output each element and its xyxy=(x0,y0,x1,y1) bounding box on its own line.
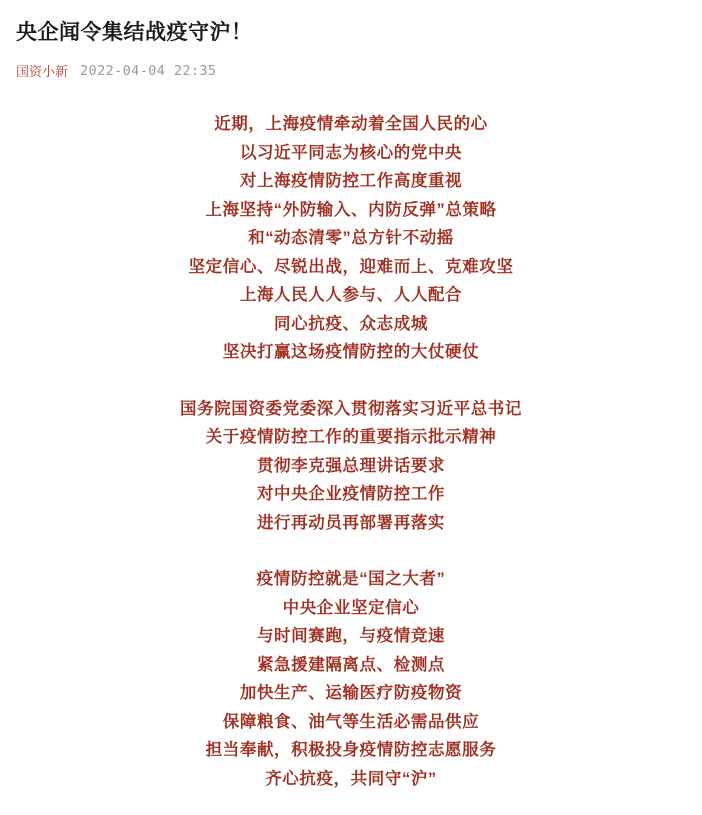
paragraph-block-3 xyxy=(20,565,682,793)
page-title: 央企闻令集结战疫守沪！ xyxy=(16,21,253,44)
body-line: 关于疫情防控工作的重要指示批示精神 xyxy=(205,428,497,447)
article-body xyxy=(0,110,702,793)
body-line: 对上海疫情防控工作高度重视 xyxy=(239,172,463,191)
paragraph-block-1 xyxy=(20,110,682,367)
body-line: 坚定信心、尽锐出战，迎难而上、克难攻坚 xyxy=(188,257,514,276)
body-line: 中央企业坚定信心 xyxy=(282,598,420,617)
paragraph-block-2 xyxy=(20,395,682,538)
body-line: 紧急援建隔离点、检测点 xyxy=(256,655,446,674)
body-line: 对中央企业疫情防控工作 xyxy=(256,485,446,504)
body-line: 上海人民人人参与、人人配合 xyxy=(239,286,463,305)
article-timestamp: 2022-04-04 22:35 xyxy=(80,62,217,79)
body-line: 以习近平同志为核心的党中央 xyxy=(239,143,463,162)
body-line: 国务院国资委党委深入贯彻落实习近平总书记 xyxy=(180,399,522,418)
body-line: 与时间赛跑，与疫情竞速 xyxy=(256,627,446,646)
body-line: 坚决打赢这场疫情防控的大仗硬仗 xyxy=(222,343,480,362)
article-meta xyxy=(16,61,702,80)
body-line: 疫情防控就是“国之大者” xyxy=(256,570,446,589)
body-line: 和“动态清零”总方针不动摇 xyxy=(248,229,454,248)
body-line: 近期，上海疫情牵动着全国人民的心 xyxy=(214,115,488,134)
body-line: 贯彻李克强总理讲话要求 xyxy=(256,456,446,475)
body-line: 齐心抗疫，共同守“沪” xyxy=(265,769,437,788)
body-line: 同心抗疫、众志成城 xyxy=(274,314,428,333)
article-author[interactable]: 国资小新 xyxy=(16,64,69,80)
article-container xyxy=(0,18,702,793)
body-line: 担当奉献，积极投身疫情防控志愿服务 xyxy=(205,741,497,760)
body-line: 加快生产、运输医疗防疫物资 xyxy=(239,684,463,703)
body-line: 保障粮食、油气等生活必需品供应 xyxy=(222,712,480,731)
body-line: 进行再动员再部署再落实 xyxy=(256,513,446,532)
body-line: 上海坚持“外防输入、内防反弹”总策略 xyxy=(205,200,497,219)
